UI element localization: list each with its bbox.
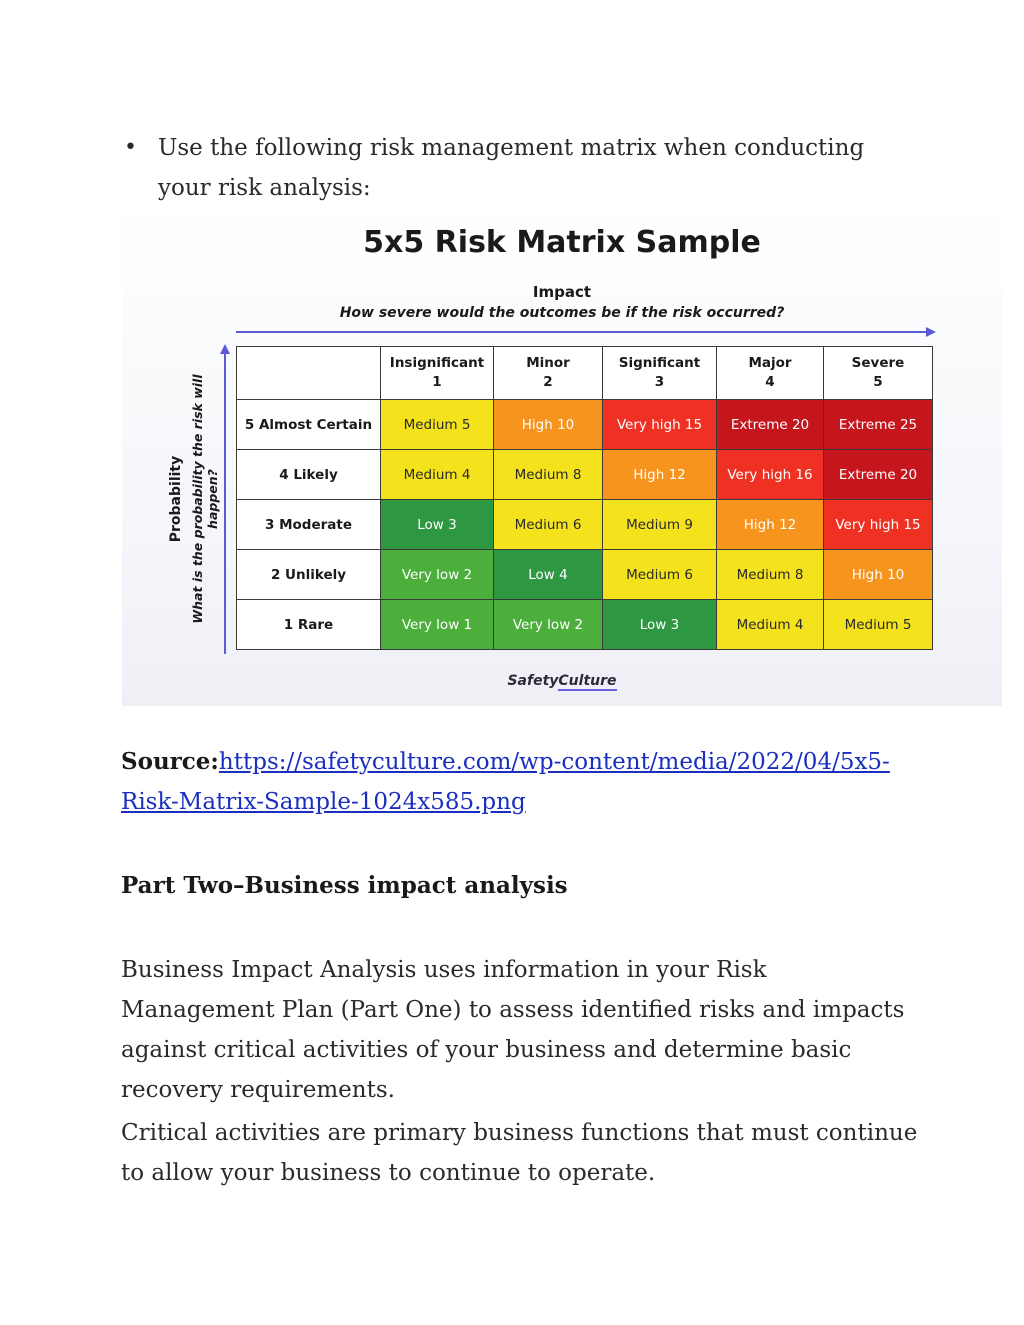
risk-cell: High 12 — [603, 450, 717, 500]
matrix-row — [237, 600, 933, 650]
bullet-symbol: • — [124, 135, 137, 160]
impact-number: 3 — [654, 374, 665, 390]
impact-arrow — [236, 325, 936, 339]
safetyculture-logo — [122, 673, 1002, 689]
risk-cell: Low 4 — [494, 550, 603, 600]
paragraph: Critical activities are primary business functions that must continue to allow your business to continue to operate. — [121, 1120, 918, 1186]
impact-axis-question: How severe would the outcomes be if the risk occurred? — [339, 305, 785, 321]
risk-cell: High 12 — [717, 500, 824, 550]
impact-number: 5 — [873, 374, 883, 390]
source-label: Source: — [121, 748, 219, 775]
risk-matrix-table — [236, 346, 933, 650]
section-heading: Part Two–Business impact analysis — [121, 872, 568, 899]
risk-cell: High 10 — [824, 550, 933, 600]
risk-matrix-image — [122, 201, 1002, 706]
risk-cell: Extreme 20 — [824, 450, 933, 500]
probability-row-label: 1 Rare — [237, 600, 381, 650]
risk-cell: Medium 5 — [381, 400, 494, 450]
impact-column-header — [717, 347, 824, 400]
probability-axis-question: What is the probability the risk will happen? — [190, 374, 220, 624]
risk-cell: Very high 15 — [824, 500, 933, 550]
risk-cell: Low 3 — [603, 600, 717, 650]
impact-name: Major — [748, 355, 792, 371]
risk-cell: Medium 4 — [717, 600, 824, 650]
matrix-header-row — [237, 347, 933, 400]
probability-arrow — [218, 344, 232, 654]
matrix-title: 5x5 Risk Matrix Sample — [363, 225, 761, 260]
impact-column-header — [824, 347, 933, 400]
matrix-corner-cell — [237, 347, 381, 400]
risk-cell: Extreme 25 — [824, 400, 933, 450]
impact-column-header — [494, 347, 603, 400]
risk-cell: Medium 6 — [603, 550, 717, 600]
probability-row-label: 2 Unlikely — [237, 550, 381, 600]
risk-cell: Very low 2 — [381, 550, 494, 600]
risk-cell: High 10 — [494, 400, 603, 450]
risk-cell: Medium 8 — [494, 450, 603, 500]
probability-row-label: 5 Almost Certain — [237, 400, 381, 450]
probability-axis-label: Probability — [168, 455, 184, 543]
risk-cell: Medium 8 — [717, 550, 824, 600]
probability-row-label: 4 Likely — [237, 450, 381, 500]
brand-part-b: Culture — [558, 673, 617, 689]
risk-cell: Very high 15 — [603, 400, 717, 450]
matrix-row — [237, 500, 933, 550]
risk-cell: Very high 16 — [717, 450, 824, 500]
matrix-row — [237, 450, 933, 500]
probability-row-label: 3 Moderate — [237, 500, 381, 550]
matrix-row — [237, 550, 933, 600]
risk-cell: Very low 1 — [381, 600, 494, 650]
impact-number: 1 — [432, 374, 442, 390]
impact-name: Significant — [618, 355, 701, 371]
impact-column-header — [603, 347, 717, 400]
impact-name: Minor — [526, 355, 570, 371]
impact-name: Severe — [851, 355, 905, 371]
risk-cell: Medium 5 — [824, 600, 933, 650]
bullet-text: Use the following risk management matrix when conducting your risk analysis: — [158, 135, 865, 201]
risk-cell: Extreme 20 — [717, 400, 824, 450]
impact-name: Insignificant — [389, 355, 485, 371]
risk-cell: Medium 6 — [494, 500, 603, 550]
source-line — [121, 742, 911, 822]
impact-number: 2 — [543, 374, 553, 390]
risk-cell: Medium 9 — [603, 500, 717, 550]
risk-cell: Very low 2 — [494, 600, 603, 650]
risk-cell: Low 3 — [381, 500, 494, 550]
paragraph: Business Impact Analysis uses information in your Risk Management Plan (Part One) to assess identified risks and impacts against critical activities of your business and determine basic recovery requirements. — [121, 957, 905, 1103]
risk-cell: Medium 4 — [381, 450, 494, 500]
impact-number: 4 — [765, 374, 775, 390]
impact-column-header — [381, 347, 494, 400]
matrix-row — [237, 400, 933, 450]
source-link[interactable]: https://safetyculture.com/wp-content/media/2022/04/5x5-Risk-Matrix-Sample-1024x585.png — [121, 749, 890, 815]
bullet-item — [124, 128, 904, 208]
impact-axis-label: Impact — [532, 283, 592, 301]
brand-part-a: Safety — [507, 673, 559, 689]
